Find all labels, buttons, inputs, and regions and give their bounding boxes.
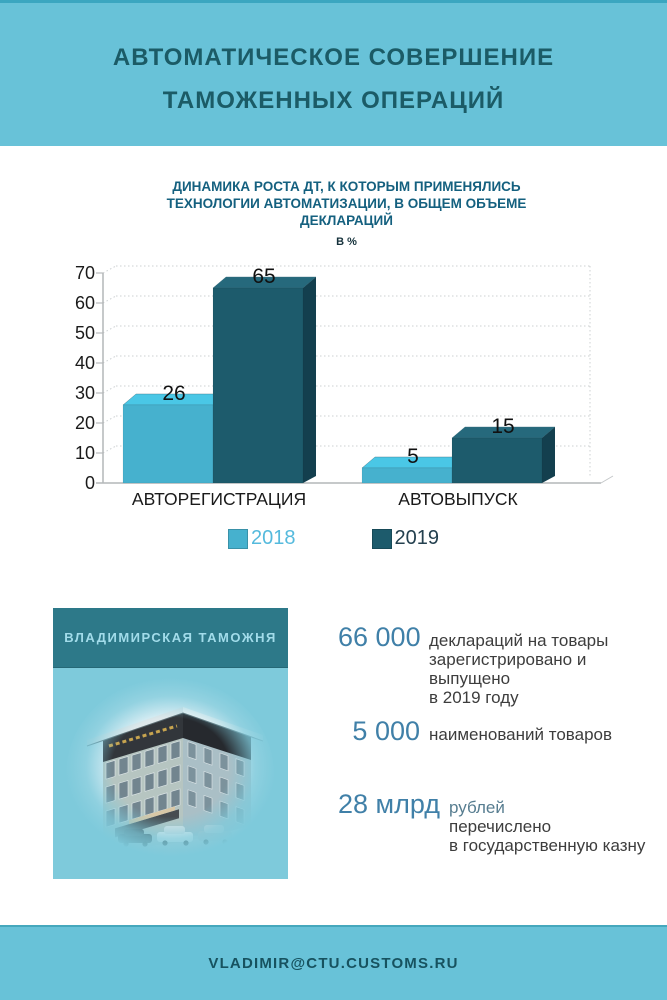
- stat-description-line: наименований товаров: [429, 725, 613, 744]
- y-axis-label: 70: [74, 263, 95, 283]
- bar-value-label: 65: [252, 265, 276, 288]
- legend-swatch: [228, 529, 248, 549]
- card-header: [53, 608, 288, 668]
- chart-legend: [0, 527, 667, 550]
- stat-description: [449, 798, 645, 855]
- gridline-depth: [103, 326, 116, 333]
- bar-2018-1: [362, 468, 452, 483]
- chart-unit-label: В %: [336, 236, 357, 248]
- stat-value: 5 000: [352, 716, 420, 746]
- gridline-depth: [103, 416, 116, 423]
- y-axis-label: 50: [74, 323, 95, 343]
- y-axis-label: 40: [74, 353, 95, 373]
- bar-2019-0: [213, 288, 303, 483]
- gridline-depth: [103, 446, 116, 453]
- page-title-line: АВТОМАТИЧЕСКОЕ СОВЕРШЕНИЕ: [112, 44, 555, 71]
- legend-swatch: [372, 529, 392, 549]
- customs-office-card: [53, 608, 288, 879]
- floor-depth: [601, 476, 613, 483]
- bar-2018-0: [123, 405, 213, 483]
- footer-banner: [0, 925, 667, 1000]
- legend-item-2019: [372, 527, 440, 550]
- stat-row: [338, 622, 653, 707]
- stat-description-line: перечислено: [449, 817, 552, 836]
- legend-label: 2019: [394, 527, 439, 549]
- stat-description-line: в 2019 году: [429, 688, 519, 707]
- bar-side-2019: [303, 277, 316, 483]
- y-axis-label: 10: [74, 443, 95, 463]
- bar-value-label: 5: [407, 445, 419, 468]
- gridline-depth: [103, 266, 116, 273]
- category-label: АВТОВЫПУСК: [398, 489, 518, 509]
- stat-row: [338, 789, 645, 855]
- legend-label: 2018: [251, 527, 296, 549]
- gridline-depth: [103, 356, 116, 363]
- bar-chart: [0, 255, 667, 517]
- stat-description: [429, 725, 612, 744]
- chart-title-line: ДЕКЛАРАЦИЙ: [300, 213, 393, 228]
- gridline-depth: [103, 386, 116, 393]
- contact-email: VLADIMIR@CTU.CUSTOMS.RU: [208, 955, 459, 972]
- card-header-label: ВЛАДИМИРСКАЯ ТАМОЖНЯ: [64, 630, 277, 645]
- stat-description-line: зарегистрировано и выпущено: [429, 650, 587, 688]
- chart-heading: [0, 178, 667, 248]
- legend-item-2018: [228, 527, 296, 550]
- card-body: [53, 668, 288, 879]
- y-axis-label: 0: [84, 473, 95, 493]
- category-label: АВТОРЕГИСТРАЦИЯ: [131, 489, 307, 509]
- bar-value-label: 26: [162, 382, 186, 405]
- page-title: [0, 36, 667, 122]
- stat-description-line: рублей: [449, 798, 505, 817]
- page-title-line: ТАМОЖЕННЫХ ОПЕРАЦИЙ: [162, 87, 505, 114]
- stat-description: [429, 631, 653, 707]
- chart-title-line: ТЕХНОЛОГИИ АВТОМАТИЗАЦИИ, В ОБЩЕМ ОБЪЕМЕ: [166, 196, 527, 211]
- y-axis-label: 20: [74, 413, 95, 433]
- chart-title-line: ДИНАМИКА РОСТА ДТ, К КОТОРЫМ ПРИМЕНЯЛИСЬ: [172, 179, 521, 194]
- stat-value: 66 000: [338, 622, 421, 652]
- stat-description-line: деклараций на товары: [429, 631, 609, 650]
- top-banner: [0, 0, 667, 146]
- stat-row: [338, 716, 612, 747]
- bar-value-label: 15: [491, 415, 515, 438]
- bar-2019-1: [452, 438, 542, 483]
- y-axis-label: 30: [74, 383, 95, 403]
- photo-vignette: [53, 668, 288, 879]
- stat-value: 28 млрд: [338, 789, 441, 819]
- stat-description-line: в государственную казну: [449, 836, 646, 855]
- gridline-depth: [103, 296, 116, 303]
- y-axis-label: 60: [74, 293, 95, 313]
- chart-title: [26, 178, 667, 229]
